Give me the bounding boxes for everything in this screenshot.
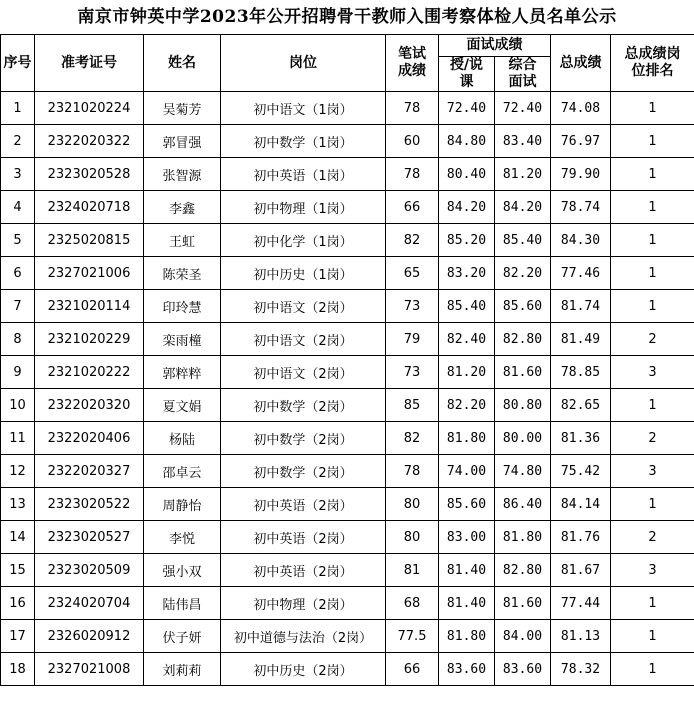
cell-written: 66	[386, 191, 439, 224]
cell-name: 印玲慧	[144, 290, 221, 323]
cell-rank: 1	[611, 488, 694, 521]
cell-name: 郭粹粹	[144, 356, 221, 389]
cell-total: 84.14	[551, 488, 611, 521]
cell-total: 81.74	[551, 290, 611, 323]
cell-lecture: 81.40	[439, 587, 495, 620]
cell-seq: 12	[1, 455, 35, 488]
cell-lecture: 85.40	[439, 290, 495, 323]
cell-written: 77.5	[386, 620, 439, 653]
cell-lecture: 84.20	[439, 191, 495, 224]
cell-lecture: 85.60	[439, 488, 495, 521]
cell-name: 夏文娟	[144, 389, 221, 422]
cell-total: 81.49	[551, 323, 611, 356]
cell-lecture: 81.40	[439, 554, 495, 587]
cell-seq: 5	[1, 224, 35, 257]
cell-seq: 13	[1, 488, 35, 521]
cell-written: 81	[386, 554, 439, 587]
table-row	[1, 653, 694, 686]
cell-total: 81.76	[551, 521, 611, 554]
cell-rank: 3	[611, 554, 694, 587]
cell-position: 初中历史（2岗）	[221, 653, 386, 686]
cell-seq: 18	[1, 653, 35, 686]
cell-lecture: 83.60	[439, 653, 495, 686]
cell-exam-no: 2323020522	[35, 488, 144, 521]
cell-comprehensive: 81.80	[495, 521, 551, 554]
table-row	[1, 158, 694, 191]
cell-total: 77.44	[551, 587, 611, 620]
cell-position: 初中物理（2岗）	[221, 587, 386, 620]
cell-written: 65	[386, 257, 439, 290]
cell-rank: 2	[611, 323, 694, 356]
cell-exam-no: 2322020320	[35, 389, 144, 422]
cell-exam-no: 2324020704	[35, 587, 144, 620]
cell-comprehensive: 84.20	[495, 191, 551, 224]
cell-lecture: 85.20	[439, 224, 495, 257]
cell-rank: 1	[611, 257, 694, 290]
cell-lecture: 82.20	[439, 389, 495, 422]
table-row	[1, 587, 694, 620]
cell-total: 81.67	[551, 554, 611, 587]
cell-rank: 1	[611, 92, 694, 125]
cell-position: 初中英语（2岗）	[221, 521, 386, 554]
cell-total: 82.65	[551, 389, 611, 422]
table-row	[1, 554, 694, 587]
cell-exam-no: 2321020114	[35, 290, 144, 323]
cell-written: 85	[386, 389, 439, 422]
cell-lecture: 81.80	[439, 422, 495, 455]
cell-exam-no: 2325020815	[35, 224, 144, 257]
header-lecture: 授/说 课	[439, 57, 495, 92]
cell-total: 84.30	[551, 224, 611, 257]
cell-comprehensive: 81.20	[495, 158, 551, 191]
cell-comprehensive: 72.40	[495, 92, 551, 125]
cell-exam-no: 2322020322	[35, 125, 144, 158]
cell-rank: 1	[611, 290, 694, 323]
table-row	[1, 488, 694, 521]
cell-seq: 15	[1, 554, 35, 587]
cell-name: 陈荣圣	[144, 257, 221, 290]
table-row	[1, 323, 694, 356]
table-body	[1, 92, 694, 686]
header-name: 姓名	[144, 35, 221, 92]
cell-name: 周静怡	[144, 488, 221, 521]
cell-seq: 1	[1, 92, 35, 125]
cell-seq: 17	[1, 620, 35, 653]
cell-rank: 3	[611, 455, 694, 488]
cell-rank: 1	[611, 389, 694, 422]
cell-comprehensive: 83.60	[495, 653, 551, 686]
cell-written: 82	[386, 422, 439, 455]
cell-total: 75.42	[551, 455, 611, 488]
cell-position: 初中英语（1岗）	[221, 158, 386, 191]
cell-rank: 1	[611, 191, 694, 224]
cell-position: 初中道德与法治（2岗）	[221, 620, 386, 653]
cell-exam-no: 2327021008	[35, 653, 144, 686]
cell-seq: 10	[1, 389, 35, 422]
cell-seq: 9	[1, 356, 35, 389]
cell-comprehensive: 83.40	[495, 125, 551, 158]
cell-name: 吴菊芳	[144, 92, 221, 125]
cell-exam-no: 2321020222	[35, 356, 144, 389]
cell-exam-no: 2323020528	[35, 158, 144, 191]
cell-total: 76.97	[551, 125, 611, 158]
cell-comprehensive: 82.80	[495, 323, 551, 356]
cell-total: 74.08	[551, 92, 611, 125]
table-row	[1, 224, 694, 257]
cell-position: 初中语文（2岗）	[221, 290, 386, 323]
table-row	[1, 125, 694, 158]
cell-comprehensive: 84.00	[495, 620, 551, 653]
cell-rank: 2	[611, 521, 694, 554]
cell-name: 张智源	[144, 158, 221, 191]
table-row	[1, 290, 694, 323]
cell-total: 78.85	[551, 356, 611, 389]
cell-name: 杨陆	[144, 422, 221, 455]
cell-written: 60	[386, 125, 439, 158]
cell-written: 82	[386, 224, 439, 257]
cell-name: 李鑫	[144, 191, 221, 224]
cell-rank: 1	[611, 158, 694, 191]
cell-exam-no: 2321020224	[35, 92, 144, 125]
cell-rank: 1	[611, 224, 694, 257]
cell-position: 初中数学（1岗）	[221, 125, 386, 158]
cell-lecture: 80.40	[439, 158, 495, 191]
cell-comprehensive: 82.80	[495, 554, 551, 587]
cell-lecture: 72.40	[439, 92, 495, 125]
cell-name: 王虹	[144, 224, 221, 257]
table-row	[1, 92, 694, 125]
cell-position: 初中语文（2岗）	[221, 323, 386, 356]
cell-written: 78	[386, 158, 439, 191]
cell-exam-no: 2322020406	[35, 422, 144, 455]
cell-rank: 2	[611, 422, 694, 455]
cell-seq: 6	[1, 257, 35, 290]
cell-name: 陆伟昌	[144, 587, 221, 620]
cell-lecture: 74.00	[439, 455, 495, 488]
cell-comprehensive: 80.80	[495, 389, 551, 422]
cell-rank: 1	[611, 620, 694, 653]
cell-written: 73	[386, 290, 439, 323]
cell-exam-no: 2323020509	[35, 554, 144, 587]
cell-rank: 3	[611, 356, 694, 389]
cell-exam-no: 2321020229	[35, 323, 144, 356]
table-row	[1, 257, 694, 290]
cell-seq: 3	[1, 158, 35, 191]
cell-comprehensive: 85.60	[495, 290, 551, 323]
cell-position: 初中数学（2岗）	[221, 455, 386, 488]
cell-position: 初中数学（2岗）	[221, 389, 386, 422]
cell-written: 68	[386, 587, 439, 620]
cell-lecture: 84.80	[439, 125, 495, 158]
header-comprehensive: 综合 面试	[495, 57, 551, 92]
cell-lecture: 83.20	[439, 257, 495, 290]
cell-written: 80	[386, 488, 439, 521]
cell-exam-no: 2327021006	[35, 257, 144, 290]
cell-lecture: 81.80	[439, 620, 495, 653]
cell-comprehensive: 81.60	[495, 356, 551, 389]
header-position: 岗位	[221, 35, 386, 92]
cell-comprehensive: 80.00	[495, 422, 551, 455]
cell-lecture: 82.40	[439, 323, 495, 356]
cell-written: 78	[386, 92, 439, 125]
cell-rank: 1	[611, 587, 694, 620]
cell-name: 刘莉莉	[144, 653, 221, 686]
header-interview-group: 面试成绩	[439, 35, 551, 57]
cell-exam-no: 2324020718	[35, 191, 144, 224]
table-row	[1, 191, 694, 224]
page-title: 南京市钟英中学2023年公开招聘骨干教师入围考察体检人员名单公示	[77, 7, 617, 27]
cell-comprehensive: 85.40	[495, 224, 551, 257]
cell-written: 73	[386, 356, 439, 389]
cell-seq: 4	[1, 191, 35, 224]
header-seq: 序号	[1, 35, 35, 92]
cell-exam-no: 2323020527	[35, 521, 144, 554]
cell-position: 初中英语（2岗）	[221, 488, 386, 521]
cell-name: 郭冒强	[144, 125, 221, 158]
cell-seq: 8	[1, 323, 35, 356]
cell-total: 77.46	[551, 257, 611, 290]
cell-comprehensive: 81.60	[495, 587, 551, 620]
cell-seq: 7	[1, 290, 35, 323]
table-row	[1, 356, 694, 389]
cell-seq: 2	[1, 125, 35, 158]
cell-name: 伏子妍	[144, 620, 221, 653]
cell-comprehensive: 86.40	[495, 488, 551, 521]
cell-written: 78	[386, 455, 439, 488]
header-total: 总成绩	[551, 35, 611, 92]
cell-exam-no: 2322020327	[35, 455, 144, 488]
table-row	[1, 455, 694, 488]
cell-comprehensive: 82.20	[495, 257, 551, 290]
cell-written: 66	[386, 653, 439, 686]
cell-total: 78.74	[551, 191, 611, 224]
cell-comprehensive: 74.80	[495, 455, 551, 488]
cell-position: 初中英语（2岗）	[221, 554, 386, 587]
cell-rank: 1	[611, 653, 694, 686]
cell-exam-no: 2326020912	[35, 620, 144, 653]
cell-position: 初中历史（1岗）	[221, 257, 386, 290]
cell-position: 初中数学（2岗）	[221, 422, 386, 455]
cell-name: 李悦	[144, 521, 221, 554]
header-exam-no: 准考证号	[35, 35, 144, 92]
cell-lecture: 81.20	[439, 356, 495, 389]
cell-rank: 1	[611, 125, 694, 158]
table-row	[1, 620, 694, 653]
cell-total: 81.13	[551, 620, 611, 653]
cell-name: 邵卓云	[144, 455, 221, 488]
cell-position: 初中化学（1岗）	[221, 224, 386, 257]
cell-lecture: 83.00	[439, 521, 495, 554]
header-written: 笔试 成绩	[386, 35, 439, 92]
table-row	[1, 521, 694, 554]
cell-total: 81.36	[551, 422, 611, 455]
cell-written: 79	[386, 323, 439, 356]
cell-total: 79.90	[551, 158, 611, 191]
table-row	[1, 422, 694, 455]
cell-seq: 16	[1, 587, 35, 620]
header-rank: 总成绩岗 位排名	[611, 35, 694, 92]
cell-position: 初中语文（2岗）	[221, 356, 386, 389]
cell-total: 78.32	[551, 653, 611, 686]
cell-written: 80	[386, 521, 439, 554]
cell-position: 初中物理（1岗）	[221, 191, 386, 224]
cell-name: 栾雨橦	[144, 323, 221, 356]
results-table	[0, 34, 694, 686]
cell-position: 初中语文（1岗）	[221, 92, 386, 125]
cell-seq: 11	[1, 422, 35, 455]
cell-seq: 14	[1, 521, 35, 554]
table-row	[1, 389, 694, 422]
cell-name: 强小双	[144, 554, 221, 587]
